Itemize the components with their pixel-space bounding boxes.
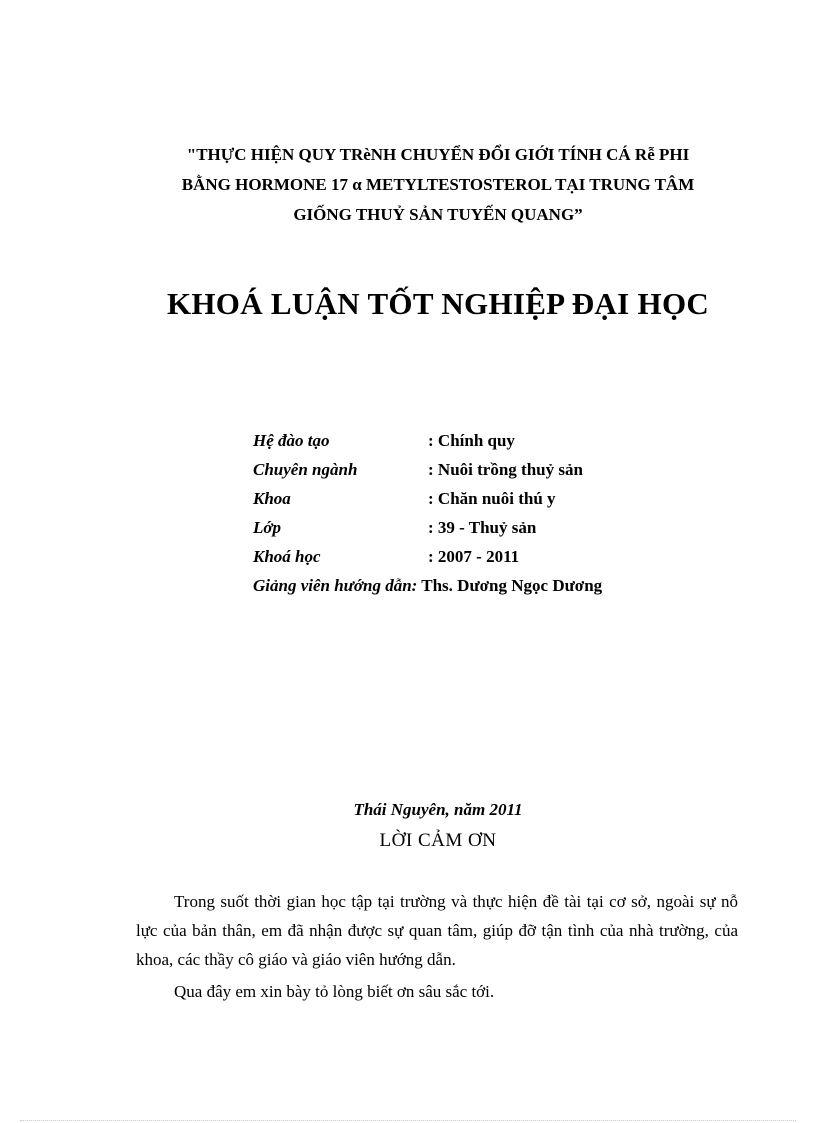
thesis-topic-line: "THỰC HIỆN QUY TRèNH CHUYỂN ĐỔI GIỚI TÍNH CÁ Rễ PHI <box>186 145 690 164</box>
info-value: : 2007 - 2011 <box>428 547 520 566</box>
thesis-info-table <box>253 429 733 603</box>
info-row-major <box>253 458 733 487</box>
info-label: Hệ đào tạo <box>253 431 330 450</box>
thesis-title: KHOÁ LUẬN TỐT NGHIỆP ĐẠI HỌC <box>166 286 710 321</box>
info-value: : 39 - Thuỷ sản <box>428 518 537 537</box>
thesis-topic-line: BẰNG HORMONE 17 α METYLTESTOSTEROL TẠI TRUNG TÂM <box>181 175 695 194</box>
info-label: Giảng viên hướng dẫn: <box>253 576 418 595</box>
info-value: Ths. Dương Ngọc Dương <box>417 576 603 595</box>
info-label: Khoa <box>253 489 291 508</box>
acknowledgement-paragraph: Qua đây em xin bày tỏ lòng biết ơn sâu sắc tới. <box>174 982 495 1001</box>
acknowledgement-paragraph: Trong suốt thời gian học tập tại trường và thực hiện đề tài tại cơ sở, ngoài sự nỗ lực của bản thân, em đã nhận được sự quan tâm, giúp đỡ tận tình của nhà trường, của khoa, các thầy cô giáo và giáo viên hướng dẫn. <box>136 892 738 969</box>
acknowledgement-heading: LỜI CẢM ƠN <box>379 830 497 851</box>
info-label: Chuyên ngành <box>253 460 358 479</box>
page-break-line <box>20 1120 796 1121</box>
thesis-topic-line: GIỐNG THUỶ SẢN TUYẾN QUANG” <box>293 205 583 224</box>
info-row-program <box>253 429 733 458</box>
info-label: Lớp <box>253 518 282 537</box>
place-and-year: Thái Nguyên, năm 2011 <box>353 800 523 819</box>
info-row-supervisor <box>253 574 733 603</box>
info-row-class <box>253 516 733 545</box>
info-value: : Nuôi trồng thuỷ sản <box>428 460 583 479</box>
info-value: : Chăn nuôi thú y <box>428 489 556 508</box>
info-label: Khoá học <box>253 547 321 566</box>
thesis-topic <box>0 140 816 230</box>
info-row-faculty <box>253 487 733 516</box>
info-row-course <box>253 545 733 574</box>
info-value: : Chính quy <box>428 431 515 450</box>
